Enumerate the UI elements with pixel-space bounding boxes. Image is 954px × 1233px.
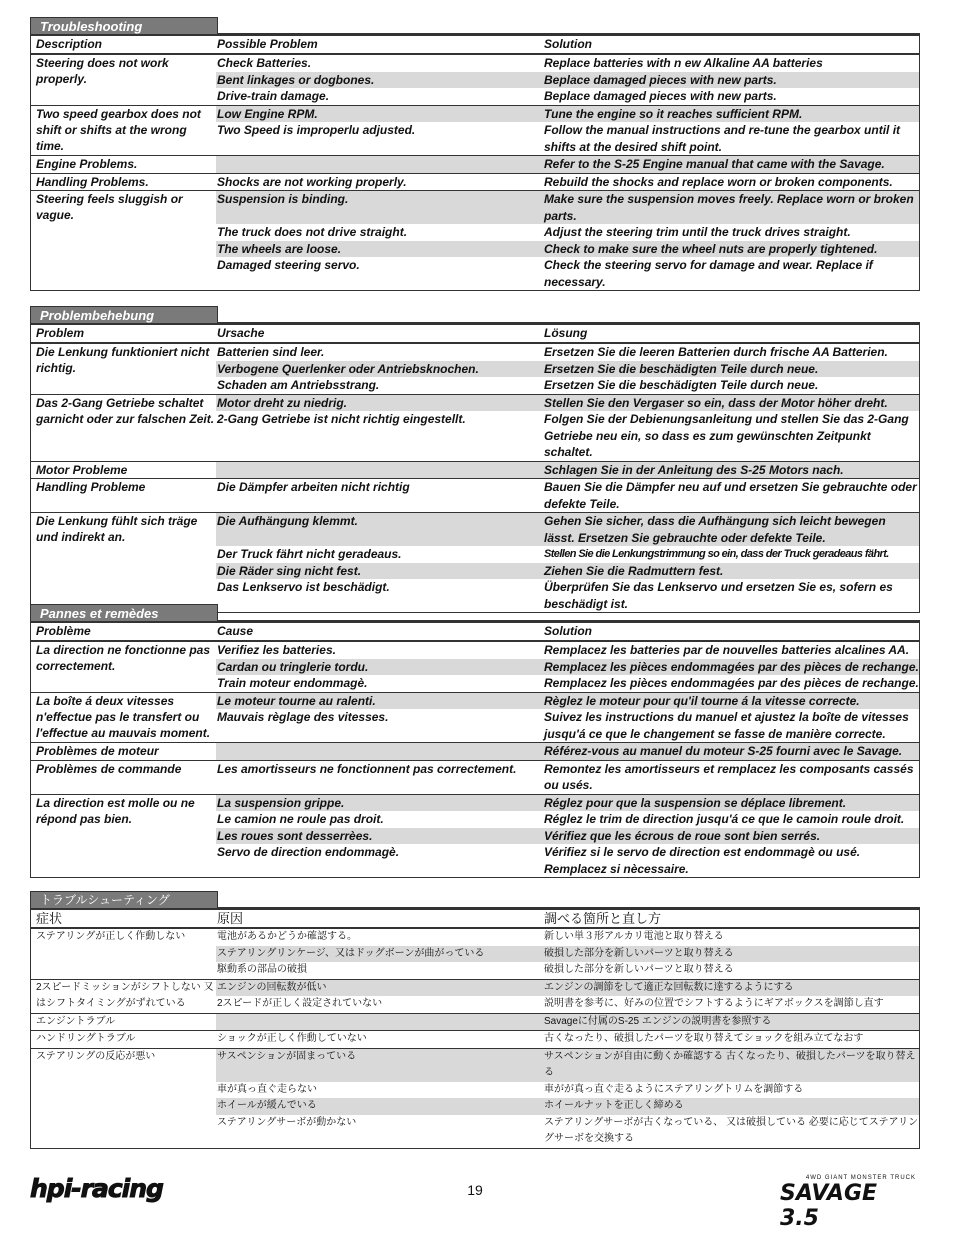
- table-row: [31, 642, 919, 693]
- symptom-cell: Two speed gearbox does not shift or shifts at the wrong time.: [36, 106, 201, 153]
- list-item: [216, 996, 919, 1013]
- column-header: 原因: [217, 911, 244, 926]
- table-row: [31, 156, 919, 174]
- table-row: [31, 462, 919, 480]
- table-row: [31, 513, 919, 612]
- solution-cell: Refer to the S-25 Engine manual that came with the Savage.: [544, 157, 885, 171]
- list-item: [216, 743, 919, 760]
- symptom-cell: ハンドリングトラブル: [36, 1033, 136, 1044]
- table-row: [31, 743, 919, 761]
- list-item: [216, 828, 919, 845]
- list-item: [216, 642, 919, 659]
- symptom-cell: Handling Problems.: [36, 174, 149, 189]
- symptom-cell: エンジントラブル: [36, 1015, 116, 1027]
- cause-cell: Verifiez les batteries.: [217, 643, 336, 657]
- troubleshooting-table: [30, 908, 920, 1149]
- cause-cell: 2-Gang Getriebe ist nicht richtig eingestellt.: [217, 412, 466, 426]
- table-row: [31, 344, 919, 395]
- solution-cell: Replace batteries with n ew Alkaline AA batteries: [544, 56, 823, 70]
- column-header: 調べる箇所と直し方: [544, 911, 662, 926]
- table-header: [31, 36, 919, 55]
- symptom-cell: Motor Probleme: [36, 462, 128, 477]
- troubleshooting-section: [30, 306, 920, 613]
- solution-cell: Remplacez les batteries par de nouvelles batteries alcalines AA.: [544, 643, 910, 657]
- list-item: [216, 546, 919, 563]
- solution-cell: Réglez le trim de direction jusqu'á ce que le camoin roule droit.: [544, 812, 905, 826]
- section-title: トラブルシューティング: [30, 891, 218, 908]
- table-row: [31, 1049, 919, 1148]
- cause-cell: Shocks are not working properly.: [217, 174, 407, 189]
- cause-cell: Suspension is binding.: [217, 192, 349, 206]
- solution-cell: ステアリングサーボが古くなっている、 又は破損している 必要に応じてステアリングサーボを交換する: [544, 1116, 919, 1144]
- table-row: [31, 479, 919, 513]
- list-item: [216, 929, 919, 946]
- cause-cell: [216, 743, 542, 760]
- solution-cell: Règlez le moteur pour qu'il tourne á la vitesse correcte.: [544, 693, 860, 708]
- list-item: [216, 1115, 919, 1148]
- cause-cell: Low Engine RPM.: [217, 106, 318, 121]
- solution-cell: 古くなったり、破損したパーツを取り替えてショックを組み立てなおす: [544, 1033, 864, 1044]
- solution-cell: Tune the engine so it reaches sufficient RPM.: [544, 106, 803, 121]
- list-item: [216, 1098, 919, 1115]
- solution-cell: エンジンの調節をして適正な回転数に達するようにする: [544, 981, 794, 993]
- solution-cell: Ersetzen Sie die beschädigten Teile durch neue.: [544, 361, 819, 376]
- cause-cell: Two Speed is improperlu adjusted.: [217, 123, 416, 137]
- list-item: [216, 361, 919, 378]
- troubleshooting-table: [30, 323, 920, 613]
- cause-cell: Die Räder sing nicht fest.: [217, 563, 362, 578]
- cause-cell: The wheels are loose.: [217, 241, 342, 256]
- list-item: [216, 462, 919, 479]
- section-title: Pannes et remèdes: [30, 604, 218, 621]
- solution-cell: Remplacez les pièces endommagées par des pièces de rechange.: [544, 659, 919, 674]
- list-item: [216, 344, 919, 361]
- hpi-racing-logo: hpi-racing: [30, 1174, 163, 1203]
- solution-cell: Vérifiez si le servo de direction est endommagè ou usé. Remplacez si nècessaire.: [544, 845, 861, 876]
- solution-cell: Ziehen Sie die Radmuttern fest.: [544, 563, 724, 578]
- solution-cell: Stellen Sie den Vergaser so ein, dass der Motor höher dreht.: [544, 395, 888, 410]
- symptom-cell: La boîte á deux vitesses n'effectue pas le transfert ou l'effectue au mauvais moment.: [36, 693, 211, 740]
- cause-cell: 電池があるかどうか確認する。: [217, 931, 357, 942]
- solution-cell: Folgen Sie der Debienungsanleitung und stellen Sie das 2-Gang Getriebe neu ein, so dass es zum gewünschten Zeitpunkt schaltet.: [544, 412, 909, 459]
- list-item: [216, 122, 919, 155]
- list-item: [216, 709, 919, 742]
- cause-cell: Train moteur endommagè.: [217, 676, 368, 690]
- symptom-cell: La direction ne fonctionne pas correctement.: [36, 643, 211, 673]
- solution-cell: Vérifiez que les écrous de roue sont bien serrés.: [544, 828, 821, 843]
- symptom-cell: ステアリングの反応が悪い: [36, 1050, 156, 1062]
- cause-cell: ステアリングサーボが動かない: [217, 1116, 357, 1128]
- solution-cell: Beplace damaged pieces with new parts.: [544, 72, 777, 87]
- list-item: [216, 479, 919, 512]
- cause-cell: Das Lenkservo ist beschädigt.: [217, 580, 390, 594]
- list-item: [216, 106, 919, 123]
- solution-cell: Réglez pour que la suspension se déplace librement.: [544, 795, 847, 810]
- list-item: [216, 795, 919, 812]
- cause-cell: エンジンの回転数が低い: [217, 981, 327, 993]
- list-item: [216, 761, 919, 794]
- cause-cell: Motor dreht zu niedrig.: [217, 395, 347, 410]
- solution-cell: 破損した部分を新しいパーツと取り替える: [544, 947, 734, 959]
- list-item: [216, 513, 919, 546]
- solution-cell: Check to make sure the wheel nuts are properly tightened.: [544, 241, 878, 256]
- cause-cell: Schaden am Antriebsstrang.: [217, 378, 380, 392]
- solution-cell: Rebuild the shocks and replace worn or broken components.: [544, 174, 893, 189]
- cause-cell: Servo de direction endommagè.: [217, 845, 400, 859]
- solution-cell: Stellen Sie die Lenkungstrimmung so ein, dass der Truck geradeaus fährt.: [544, 548, 889, 560]
- table-row: [31, 761, 919, 795]
- solution-cell: Adjust the steering trim until the truck drives straight.: [544, 225, 851, 239]
- table-row: [31, 395, 919, 462]
- troubleshooting-section: [30, 604, 920, 878]
- table-row: [31, 55, 919, 106]
- symptom-cell: 2スピードミッションがシフトしない 又はシフトタイミングがずれている: [36, 981, 214, 1009]
- symptom-cell: Das 2-Gang Getriebe schaltet garnicht oder zur falschen Zeit.: [36, 395, 215, 426]
- solution-cell: Schlagen Sie in der Anleitung des S-25 Motors nach.: [544, 462, 844, 477]
- list-item: [216, 980, 919, 997]
- cause-cell: [216, 1014, 542, 1031]
- list-item: [216, 224, 919, 241]
- cause-cell: Le moteur tourne au ralenti.: [217, 693, 376, 708]
- list-item: [216, 257, 919, 290]
- symptom-cell: Die Lenkung funktioniert nicht richtig.: [36, 345, 210, 375]
- savage-logo-subtitle: 4WD GIANT MONSTER TRUCK: [805, 1175, 916, 1181]
- list-item: [216, 946, 919, 963]
- troubleshooting-table: [30, 621, 920, 878]
- table-row: [31, 693, 919, 744]
- list-item: [216, 659, 919, 676]
- column-header: Possible Problem: [217, 37, 318, 51]
- savage-logo: [780, 1175, 920, 1231]
- symptom-cell: ステアリングが正しく作動しない: [36, 931, 186, 942]
- table-header: [31, 910, 919, 929]
- cause-cell: La suspension grippe.: [217, 795, 345, 810]
- troubleshooting-section: [30, 17, 920, 291]
- cause-cell: Die Aufhängung klemmt.: [217, 514, 358, 528]
- list-item: [216, 88, 919, 105]
- page-number: 19: [467, 1182, 483, 1198]
- cause-cell: 駆動系の部品の破損: [217, 964, 307, 975]
- list-item: [216, 411, 919, 461]
- cause-cell: Check Batteries.: [217, 56, 312, 70]
- column-header: Solution: [544, 624, 592, 638]
- solution-cell: Suivez les instructions du manuel et ajustez la boîte de vitesses jusqu'á ce que le changement se fasse de manière correcte.: [544, 710, 909, 741]
- solution-cell: Check the steering servo for damage and wear. Replace if necessary.: [544, 258, 873, 289]
- symptom-cell: Steering does not work properly.: [36, 56, 169, 86]
- list-item: [216, 962, 919, 979]
- cause-cell: Les roues sont desserrèes.: [217, 828, 373, 843]
- symptom-cell: Problèmes de commande: [36, 761, 182, 776]
- table-row: [31, 795, 919, 878]
- section-title: Problembehebung: [30, 306, 218, 323]
- solution-cell: Référez-vous au manuel du moteur S-25 fourni avec le Savage.: [544, 744, 903, 758]
- symptom-cell: Steering feels sluggish or vague.: [36, 192, 183, 222]
- cause-cell: Mauvais règlage des vitesses.: [217, 710, 389, 724]
- cause-cell: Bent linkages or dogbones.: [217, 72, 375, 87]
- list-item: [216, 563, 919, 580]
- list-item: [216, 55, 919, 72]
- list-item: [216, 377, 919, 394]
- cause-cell: Batterien sind leer.: [217, 345, 325, 359]
- solution-cell: Gehen Sie sicher, dass die Aufhängung sich leicht bewegen lässt. Ersetzen Sie gebrauchte oder defekte Teile.: [544, 514, 886, 545]
- cause-cell: Cardan ou tringlerie tordu.: [217, 659, 369, 674]
- table-header: [31, 623, 919, 642]
- cause-cell: Le camion ne roule pas droit.: [217, 812, 384, 826]
- cause-cell: 2スピードが正しく設定されていない: [217, 998, 383, 1009]
- table-row: [31, 174, 919, 192]
- cause-cell: [216, 156, 542, 173]
- cause-cell: Verbogene Querlenker oder Antriebsknochen.: [217, 361, 479, 376]
- list-item: [216, 156, 919, 173]
- list-item: [216, 174, 919, 191]
- table-header: [31, 325, 919, 344]
- symptom-cell: Problèmes de moteur: [36, 744, 159, 758]
- list-item: [216, 72, 919, 89]
- column-header: Description: [36, 37, 103, 51]
- column-header: Problem: [36, 326, 85, 340]
- cause-cell: Drive-train damage.: [217, 89, 330, 103]
- solution-cell: Beplace damaged pieces with new parts.: [544, 89, 777, 103]
- list-item: [216, 241, 919, 258]
- column-header: Lösung: [544, 326, 588, 340]
- symptom-cell: La direction est molle ou ne répond pas bien.: [36, 795, 195, 826]
- symptom-cell: Handling Probleme: [36, 480, 146, 494]
- list-item: [216, 1014, 919, 1031]
- list-item: [216, 395, 919, 412]
- list-item: [216, 191, 919, 224]
- column-header: Ursache: [217, 326, 265, 340]
- solution-cell: Bauen Sie die Dämpfer neu auf und ersetzen Sie gebrauchte oder defekte Teile.: [544, 480, 917, 511]
- solution-cell: Remplacez les pièces endommagées par des pièces de rechange.: [544, 676, 919, 690]
- cause-cell: Les amortisseurs ne fonctionnent pas correctement.: [217, 761, 517, 776]
- cause-cell: [216, 462, 542, 479]
- symptom-cell: Engine Problems.: [36, 157, 138, 171]
- solution-cell: Savageに付属のS-25 エンジンの説明書を参照する: [544, 1015, 772, 1027]
- solution-cell: Ersetzen Sie die leeren Batterien durch frische AA Batterien.: [544, 345, 888, 359]
- column-header: Solution: [544, 37, 592, 51]
- solution-cell: 破損した部分を新しいパーツと取り替える: [544, 964, 734, 975]
- page-footer: [30, 1172, 920, 1231]
- troubleshooting-section: [30, 891, 920, 1149]
- table-row: [31, 929, 919, 980]
- table-row: [31, 191, 919, 290]
- solution-cell: 新しい単３形アルカリ電池と取り替える: [544, 931, 724, 942]
- cause-cell: Die Dämpfer arbeiten nicht richtig: [217, 480, 410, 494]
- solution-cell: ホイールナットを正しく締める: [544, 1100, 684, 1111]
- table-row: [31, 1014, 919, 1032]
- cause-cell: ショックが正しく作動していない: [217, 1033, 367, 1044]
- column-header: Problème: [36, 624, 91, 638]
- list-item: [216, 811, 919, 828]
- solution-cell: 車がが真っ直ぐ走るようにステアリングトリムを調節する: [544, 1083, 804, 1095]
- cause-cell: Damaged steering servo.: [217, 258, 360, 272]
- table-row: [31, 1031, 919, 1049]
- section-title: Troubleshooting: [30, 17, 218, 34]
- cause-cell: Der Truck fährt nicht geradeaus.: [217, 547, 402, 561]
- savage-logo-text: SAVAGE 3.5: [780, 1181, 878, 1231]
- troubleshooting-table: [30, 34, 920, 291]
- list-item: [216, 1049, 919, 1082]
- solution-cell: Überprüfen Sie das Lenkservo und ersetzen Sie es, sofern es beschädigt ist.: [544, 580, 893, 611]
- list-item: [216, 1031, 919, 1048]
- solution-cell: Make sure the suspension moves freely. Replace worn or broken parts.: [544, 192, 914, 223]
- column-header: 症状: [36, 911, 63, 926]
- table-row: [31, 980, 919, 1014]
- cause-cell: The truck does not drive straight.: [217, 225, 408, 239]
- list-item: [216, 844, 919, 877]
- solution-cell: Ersetzen Sie die beschädigten Teile durch neue.: [544, 378, 819, 392]
- list-item: [216, 1082, 919, 1099]
- solution-cell: Follow the manual instructions and re-tune the gearbox until it shifts at the desired shift point.: [544, 123, 901, 154]
- column-header: Cause: [217, 624, 254, 638]
- solution-cell: 説明書を参考に、好みの位置でシフトするようにギアボックスを調節し直す: [544, 998, 884, 1009]
- solution-cell: サスペンションが自由に動くか確認する 古くなったり、破損したパーツを取り替える: [544, 1050, 916, 1078]
- cause-cell: ステアリングリンケージ、又はドッグボーンが曲がっている: [217, 947, 485, 959]
- cause-cell: 車が真っ直ぐ走らない: [217, 1083, 317, 1095]
- list-item: [216, 675, 919, 692]
- table-row: [31, 106, 919, 157]
- cause-cell: ホイールが緩んでいる: [217, 1100, 317, 1111]
- list-item: [216, 693, 919, 710]
- solution-cell: Remontez les amortisseurs et remplacez les composants cassés ou usés.: [544, 761, 914, 792]
- cause-cell: サスペンションが固まっている: [217, 1050, 357, 1062]
- symptom-cell: Die Lenkung fühlt sich träge und indirekt an.: [36, 514, 198, 544]
